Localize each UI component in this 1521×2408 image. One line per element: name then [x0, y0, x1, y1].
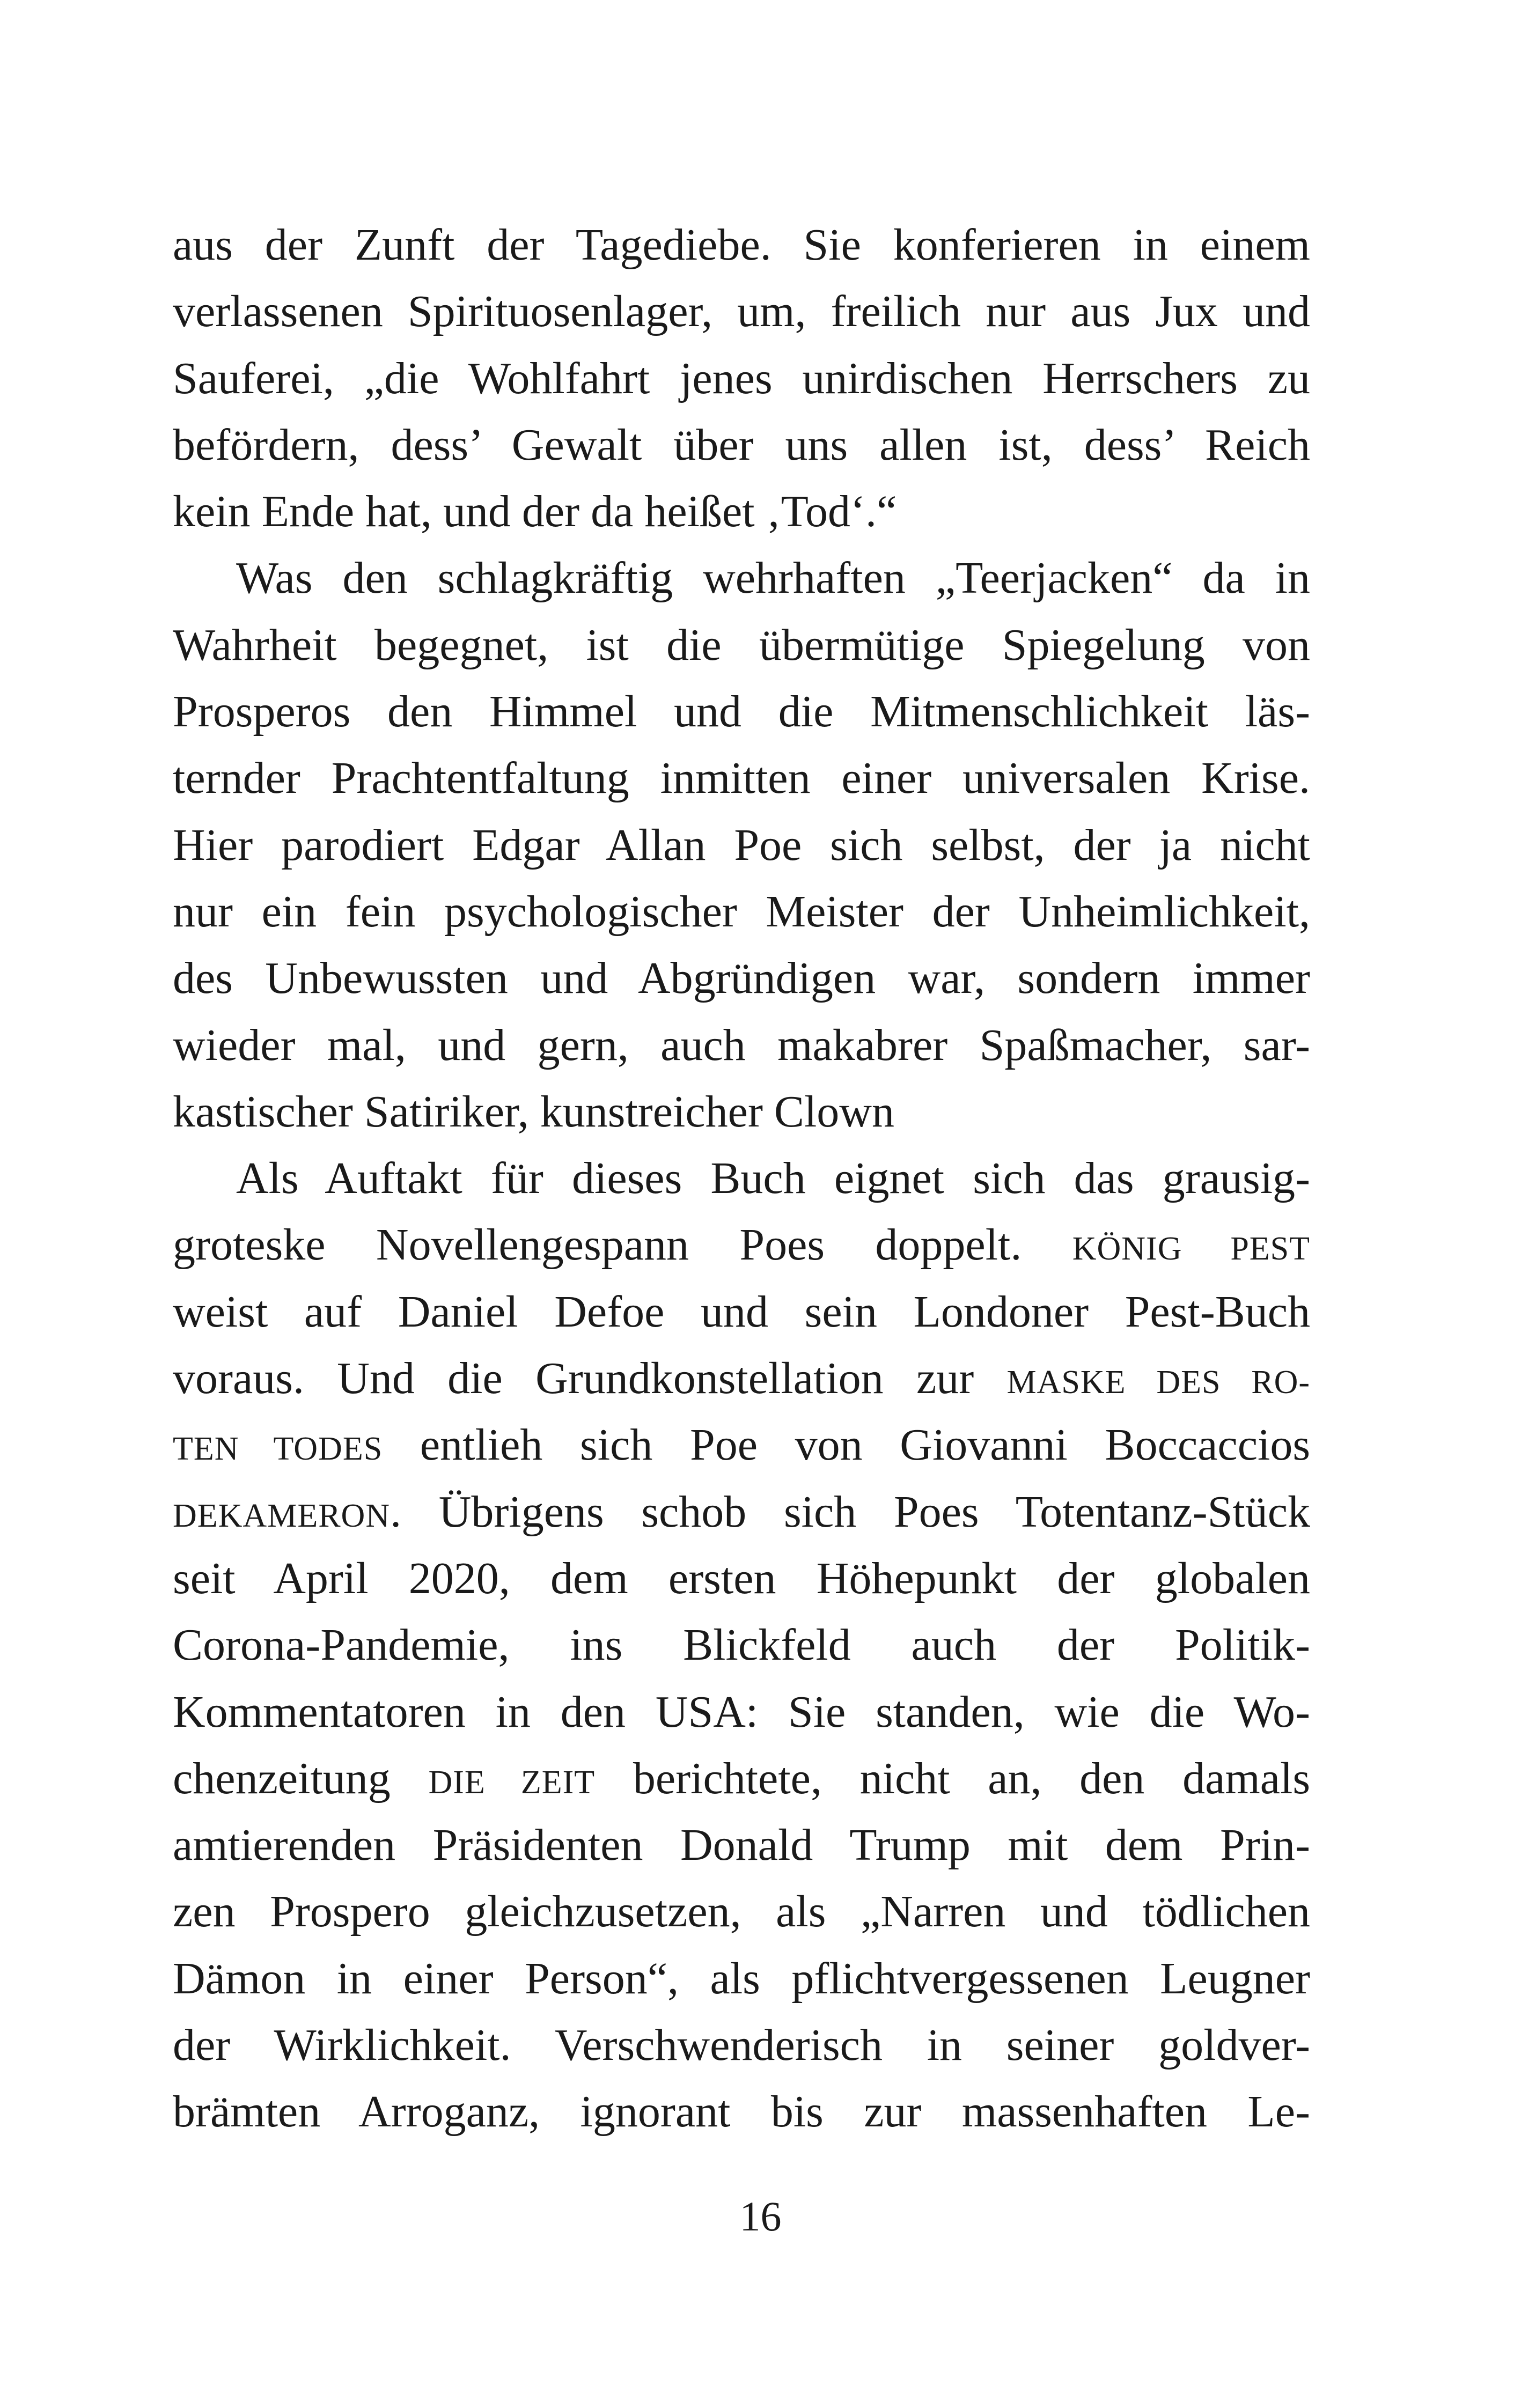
text-line	[173, 1212, 1310, 1278]
text-line	[173, 1746, 1310, 1812]
text-segment: wieder mal, und gern, auch makabrer Spaßmacher, sar-	[173, 1020, 1310, 1070]
text-line	[173, 812, 1310, 879]
text-line	[173, 1145, 1310, 1212]
text-line	[173, 1545, 1310, 1612]
text-line	[173, 1946, 1310, 2012]
text-segment: kein Ende hat, und der da heißet ‚Tod‘.“	[173, 487, 897, 537]
text-line	[173, 545, 1310, 612]
text-segment: Corona-Pandemie, ins Blickfeld auch der Politik-	[173, 1620, 1310, 1670]
page-number: 16	[739, 2193, 782, 2240]
text-segment: seit April 2020, dem ersten Höhepunkt der globalen	[173, 1553, 1310, 1603]
text-segment: brämten Arroganz, ignorant bis zur massenhaften Le-	[173, 2087, 1310, 2137]
text-segment: Prosperos den Himmel und die Mitmenschlichkeit läs-	[173, 687, 1310, 737]
text-segment: amtierenden Präsidenten Donald Trump mit dem Prin-	[173, 1820, 1310, 1871]
text-segment: Sauferei, „die Wohlfahrt jenes unirdischen Herrschers zu	[173, 353, 1310, 403]
book-title-small-caps: MASKE DES RO-	[1006, 1364, 1310, 1401]
text-segment: des Unbewussten und Abgründigen war, sondern immer	[173, 953, 1310, 1004]
text-line	[173, 745, 1310, 812]
text-line	[173, 612, 1310, 679]
text-line	[173, 2079, 1310, 2145]
text-line	[173, 478, 1310, 545]
text-line	[173, 1879, 1310, 1945]
text-segment: nur ein fein psychologischer Meister der Unheimlichkeit,	[173, 886, 1310, 937]
text-line	[173, 1012, 1310, 1079]
text-segment: verlassenen Spirituosenlager, um, freilich nur aus Jux und	[173, 286, 1310, 337]
text-line	[173, 1345, 1310, 1412]
book-title-small-caps: DEKAMERON	[173, 1497, 391, 1534]
text-segment: befördern, dess’ Gewalt über uns allen ist, dess’ Reich	[173, 419, 1310, 470]
text-segment: kastischer Satiriker, kunstreicher Clown	[173, 1086, 894, 1137]
text-segment: Als Auftakt für dieses Buch eignet sich das grausig-	[236, 1153, 1310, 1204]
text-segment: zen Prospero gleichzusetzen, als „Narren und tödlichen	[173, 1887, 1310, 1937]
text-line	[173, 1279, 1310, 1345]
text-line	[173, 679, 1310, 745]
book-title-small-caps: TEN TODES	[173, 1431, 383, 1468]
text-line	[173, 212, 1310, 278]
text-segment: Wahrheit begegnet, ist die übermütige Spiegelung von	[173, 620, 1310, 670]
text-line	[173, 1812, 1310, 1879]
text-line	[173, 1079, 1310, 1145]
text-segment: weist auf Daniel Defoe und sein Londoner Pest-Buch	[173, 1286, 1310, 1337]
text-segment: Was den schlagkräftig wehrhaften „Teerjacken“ da in	[236, 553, 1310, 603]
newspaper-title-small-caps: DIE ZEIT	[428, 1764, 596, 1801]
text-line	[173, 412, 1310, 478]
text-segment: ternder Prachtentfaltung inmitten einer universalen Krise.	[173, 753, 1310, 804]
text-line	[173, 879, 1310, 945]
body-text	[173, 212, 1310, 2146]
text-line	[173, 1679, 1310, 1746]
text-segment: aus der Zunft der Tagediebe. Sie konferieren in einem	[173, 220, 1310, 270]
text-segment: Dämon in einer Person“, als pflichtvergessenen Leugner	[173, 1953, 1310, 2004]
text-segment: der Wirklichkeit. Verschwenderisch in seiner goldver-	[173, 2020, 1310, 2071]
text-line	[173, 278, 1310, 345]
book-title-small-caps: KÖNIG PEST	[1072, 1231, 1311, 1268]
text-segment: Kommentatoren in den USA: Sie standen, wie die Wo-	[173, 1687, 1310, 1737]
text-line	[173, 1412, 1310, 1478]
text-segment: groteske Novellengespann Poes doppelt.	[173, 1220, 1022, 1270]
text-line	[173, 2012, 1310, 2079]
text-segment: voraus. Und die Grundkonstellation zur	[173, 1353, 974, 1404]
text-segment: chenzeitung	[173, 1753, 391, 1803]
text-line	[173, 345, 1310, 412]
text-line	[173, 1479, 1310, 1545]
text-segment: entlieh sich Poe von Giovanni Boccaccios	[420, 1420, 1311, 1470]
text-line	[173, 1612, 1310, 1678]
text-segment: . Übrigens schob sich Poes Totentanz-Stück	[390, 1486, 1310, 1537]
text-segment: berichtete, nicht an, den damals	[633, 1753, 1311, 1803]
text-line	[173, 945, 1310, 1012]
text-segment: Hier parodiert Edgar Allan Poe sich selbst, der ja nicht	[173, 820, 1310, 870]
